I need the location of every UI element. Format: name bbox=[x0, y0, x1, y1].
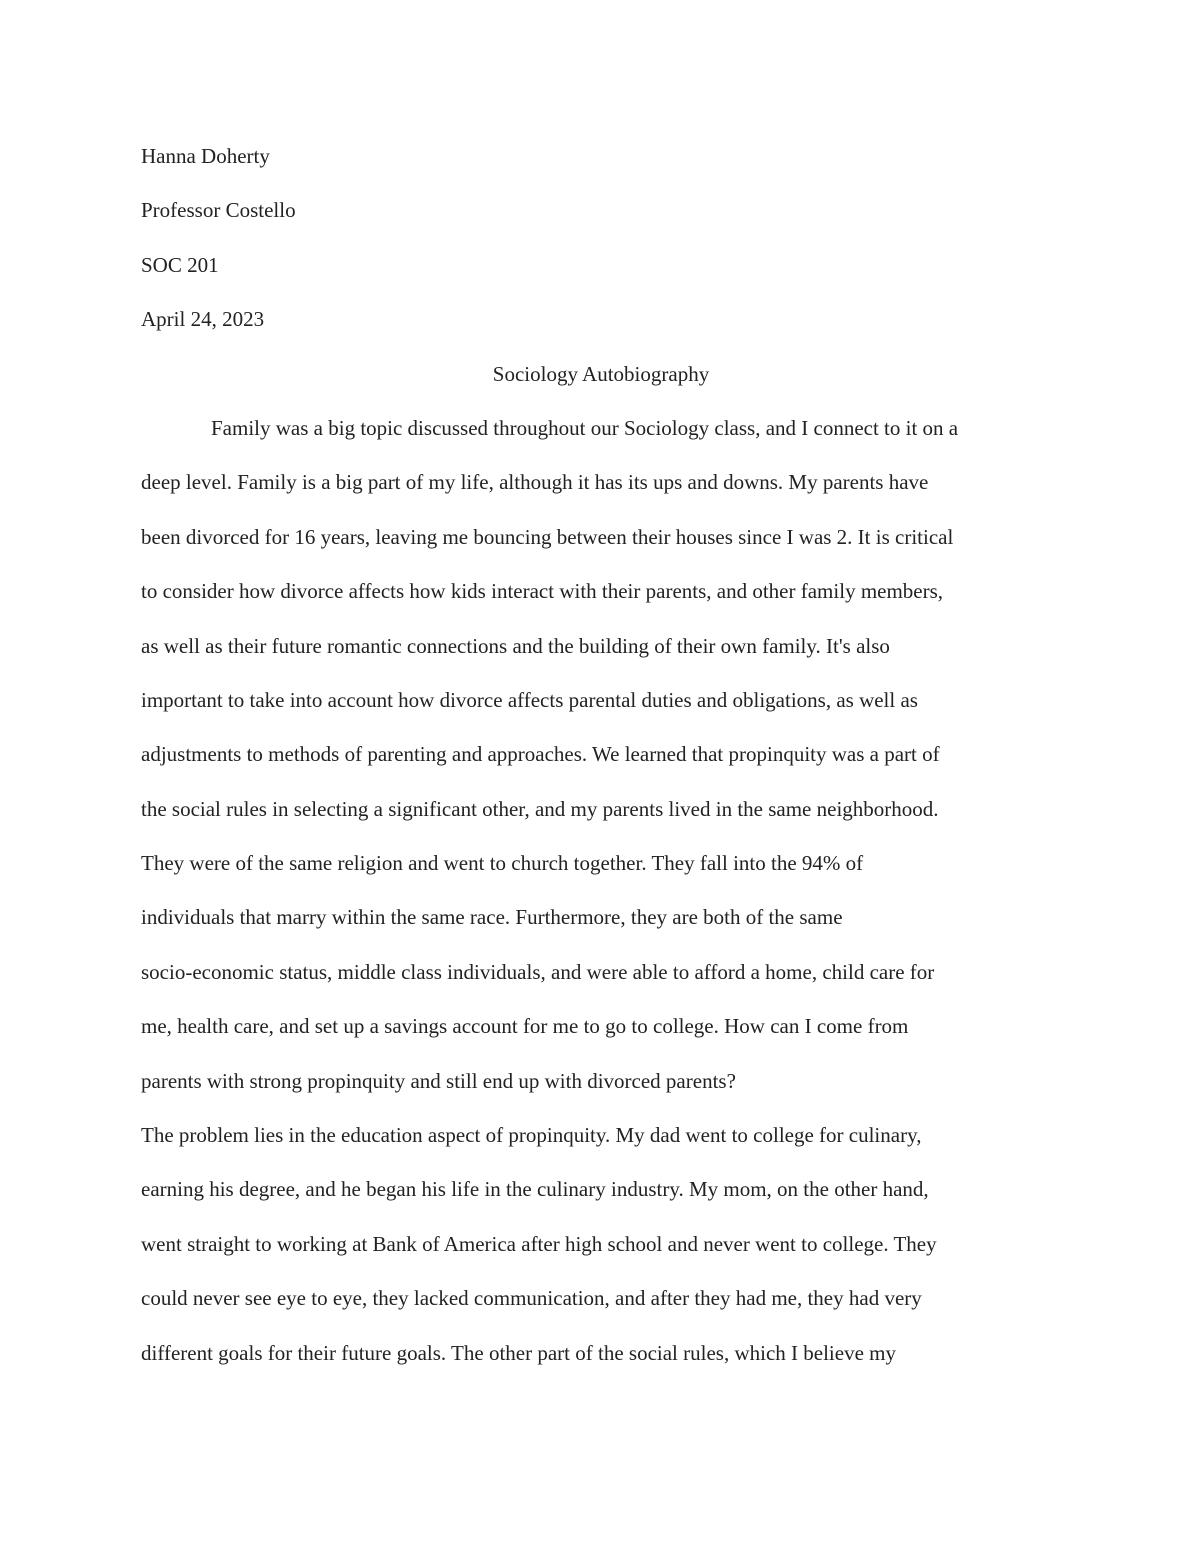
body-line: been divorced for 16 years, leaving me bouncing between their houses since I was 2. It is critical bbox=[141, 524, 954, 549]
document-content bbox=[141, 140, 1061, 1391]
essay-title: Sociology Autobiography bbox=[492, 361, 710, 386]
body-line: parents with strong propinquity and still end up with divorced parents? bbox=[141, 1068, 736, 1093]
body-line: individuals that marry within the same race. Furthermore, they are both of the same bbox=[141, 905, 843, 930]
body-line: me, health care, and set up a savings account for me to go to college. How can I come from bbox=[141, 1014, 909, 1039]
body-line: as well as their future romantic connections and the building of their own family. It's also bbox=[141, 633, 890, 658]
submission-date: April 24, 2023 bbox=[141, 307, 265, 332]
professor-name: Professor Costello bbox=[141, 198, 296, 223]
body-line: deep level. Family is a big part of my life, although it has its ups and downs. My parents have bbox=[141, 470, 929, 495]
body-line: earning his degree, and he began his life in the culinary industry. My mom, on the other hand, bbox=[141, 1177, 929, 1202]
body-line: adjustments to methods of parenting and approaches. We learned that propinquity was a part of bbox=[141, 742, 940, 767]
body-line: to consider how divorce affects how kids interact with their parents, and other family members, bbox=[141, 579, 944, 604]
body-line: the social rules in selecting a significant other, and my parents lived in the same neighborhood. bbox=[141, 796, 939, 821]
body-line: They were of the same religion and went to church together. They fall into the 94% of bbox=[141, 851, 864, 876]
body-line: socio-economic status, middle class individuals, and were able to afford a home, child care for bbox=[141, 959, 935, 984]
body-line: The problem lies in the education aspect of propinquity. My dad went to college for culinary, bbox=[141, 1123, 922, 1148]
body-line: could never see eye to eye, they lacked communication, and after they had me, they had very bbox=[141, 1286, 922, 1311]
body-line: different goals for their future goals. The other part of the social rules, which I believe my bbox=[141, 1340, 896, 1365]
body-line: important to take into account how divorce affects parental duties and obligations, as well as bbox=[141, 687, 918, 712]
student-name: Hanna Doherty bbox=[141, 144, 270, 168]
body-line: Family was a big topic discussed throughout our Sociology class, and I connect to it on a bbox=[211, 415, 959, 440]
body-line: went straight to working at Bank of America after high school and never went to college. They bbox=[141, 1231, 937, 1256]
course-code: SOC 201 bbox=[141, 252, 219, 277]
